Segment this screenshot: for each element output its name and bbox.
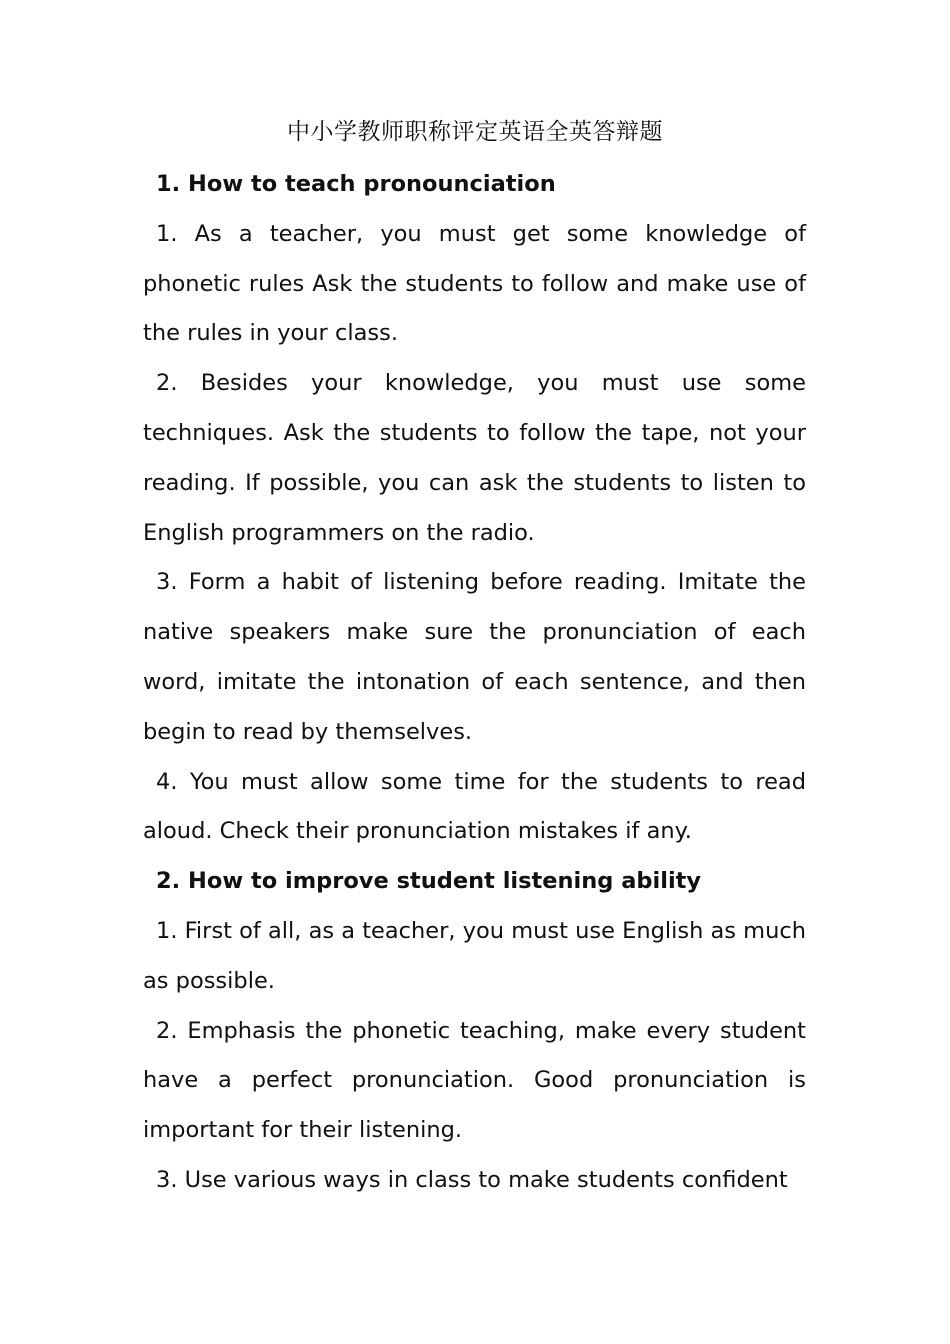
section-heading-listening: 2. How to improve student listening ability xyxy=(156,868,702,895)
document-body xyxy=(143,160,806,1206)
section-heading-pronunciation: 1. How to teach pronounciation xyxy=(156,171,556,197)
paragraph: 1. First of all, as a teacher, you must use English as much as possible. xyxy=(143,917,806,994)
paragraph: 1. As a teacher, you must get some knowledge of phonetic rules Ask the students to follow and make use of the rules in your class. xyxy=(143,220,806,347)
paragraph: 4. You must allow some time for the students to read aloud. Check their pronunciation mistakes if any. xyxy=(143,768,806,845)
paragraph: 3. Form a habit of listening before reading. Imitate the native speakers make sure the pronunciation of each word, imitate the intonation of each sentence, and then begin to read by themselves. xyxy=(143,569,806,745)
paragraph: 3. Use various ways in class to make students confident xyxy=(156,1166,788,1193)
paragraph: 2. Emphasis the phonetic teaching, make every student have a perfect pronunciation. Good pronunciation is important for their listening. xyxy=(143,1017,806,1144)
document-title: 中小学教师职称评定英语全英答辩题 xyxy=(287,119,663,145)
paragraph: 2. Besides your knowledge, you must use some techniques. Ask the students to follow the tape, not your reading. If possible, you can ask the students to listen to English programmers on the radio. xyxy=(143,370,806,546)
